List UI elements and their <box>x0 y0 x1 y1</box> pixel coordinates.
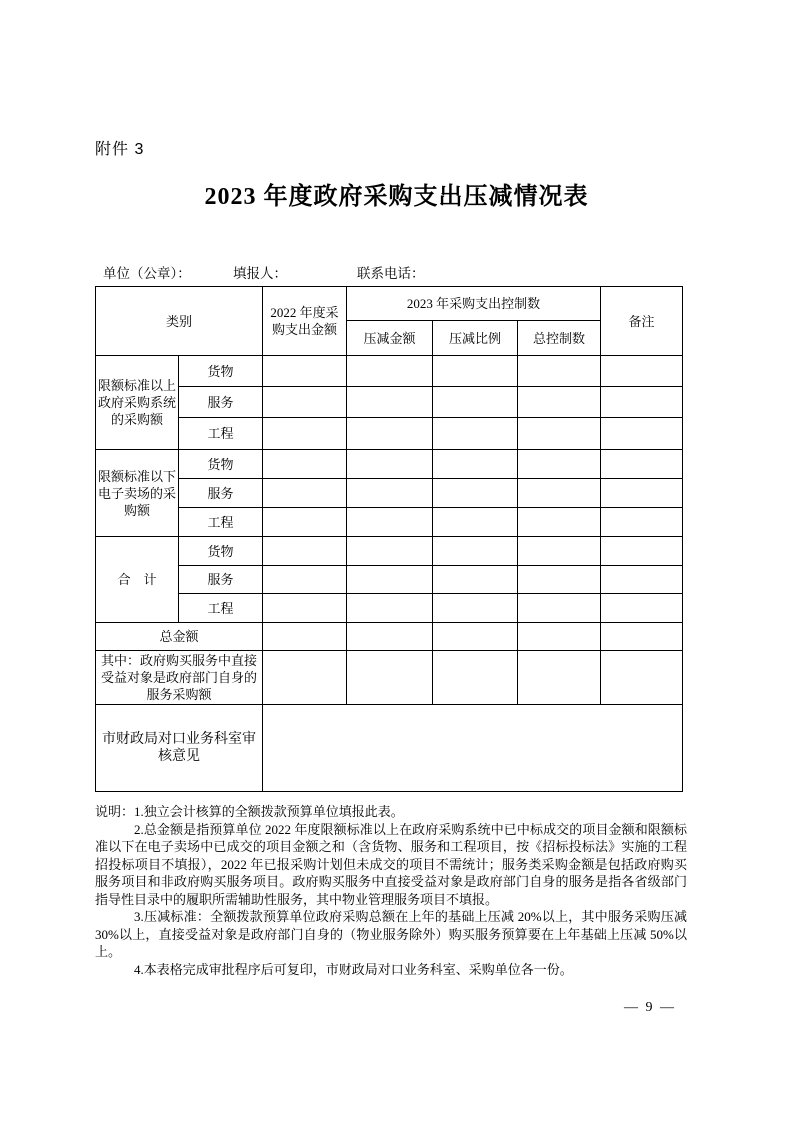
empty-data-cell <box>601 594 683 623</box>
empty-data-cell <box>347 537 433 566</box>
empty-data-cell <box>263 537 347 566</box>
empty-data-cell <box>433 387 518 418</box>
empty-data-cell <box>347 566 433 594</box>
row-group-label-subtotal: 合 计 <box>96 537 179 623</box>
empty-data-cell <box>518 418 601 450</box>
preparer-label: 填报人： <box>233 266 287 281</box>
empty-data-cell <box>518 566 601 594</box>
empty-data-cell <box>601 418 683 450</box>
unit-seal-label: 单位（公章）： <box>103 266 191 281</box>
col-header-reduction-amount: 压减金额 <box>347 321 433 356</box>
table-row <box>96 450 683 479</box>
note-line-3: 3.压减标准：全额拨款预算单位政府采购总额在上年的基础上压减 20%以上，其中服务采购压减 30%以上，直接受益对象是政府部门自身的（物业服务除外）购买服务预算要在上年基础上压减 50%以上。 <box>95 909 687 959</box>
empty-data-cell <box>518 356 601 387</box>
notes-block <box>95 803 687 978</box>
row-item-label: 服务 <box>179 387 263 418</box>
empty-data-cell <box>263 356 347 387</box>
row-item-label: 工程 <box>179 418 263 450</box>
col-header-category: 类别 <box>96 287 263 356</box>
empty-data-cell <box>433 594 518 623</box>
empty-data-cell <box>433 418 518 450</box>
row-item-label: 服务 <box>179 566 263 594</box>
empty-data-cell <box>347 356 433 387</box>
table-row-review <box>96 705 683 792</box>
finance-bureau-review-label: 市财政局对口业务科室审核意见 <box>96 705 263 792</box>
empty-data-cell <box>347 623 433 651</box>
empty-data-cell <box>518 623 601 651</box>
row-item-label: 货物 <box>179 537 263 566</box>
table-row <box>96 356 683 387</box>
empty-data-cell <box>433 356 518 387</box>
empty-data-cell <box>518 450 601 479</box>
note-line-1: 说明：1.独立会计核算的全额拨款预算单位填报此表。 <box>95 804 404 819</box>
row-group-label-above-quota: 限额标准以上政府采购系统的采购额 <box>96 356 179 450</box>
page-number: — 9 — <box>624 1000 676 1015</box>
table-header-row-1 <box>96 287 683 321</box>
row-item-label: 货物 <box>179 450 263 479</box>
empty-data-cell <box>518 651 601 705</box>
total-amount-label: 总金额 <box>96 623 263 651</box>
empty-data-cell <box>263 387 347 418</box>
empty-data-cell <box>433 566 518 594</box>
col-header-reduction-ratio: 压减比例 <box>433 321 518 356</box>
empty-data-cell <box>601 623 683 651</box>
attachment-label: 附件 3 <box>95 141 145 158</box>
col-header-remarks: 备注 <box>601 287 683 356</box>
row-item-label: 工程 <box>179 508 263 537</box>
empty-data-cell <box>601 566 683 594</box>
empty-data-cell <box>601 450 683 479</box>
empty-data-cell <box>263 623 347 651</box>
empty-data-cell <box>263 594 347 623</box>
empty-data-cell <box>263 566 347 594</box>
table-row <box>96 418 683 450</box>
table-row <box>96 537 683 566</box>
empty-data-cell <box>347 450 433 479</box>
empty-data-cell <box>347 508 433 537</box>
empty-data-cell <box>433 623 518 651</box>
table-row <box>96 387 683 418</box>
table-row <box>96 566 683 594</box>
empty-data-cell <box>263 418 347 450</box>
empty-data-cell <box>433 479 518 508</box>
procurement-reduction-table <box>95 286 683 792</box>
empty-data-cell <box>347 387 433 418</box>
form-meta-row <box>0 262 793 282</box>
empty-data-cell <box>347 594 433 623</box>
empty-data-cell <box>433 651 518 705</box>
empty-data-cell <box>601 537 683 566</box>
empty-data-cell <box>263 508 347 537</box>
empty-data-cell <box>601 479 683 508</box>
review-opinion-area <box>263 705 683 792</box>
empty-data-cell <box>518 508 601 537</box>
row-item-label: 服务 <box>179 479 263 508</box>
empty-data-cell <box>347 418 433 450</box>
empty-data-cell <box>433 537 518 566</box>
empty-data-cell <box>263 479 347 508</box>
row-item-label: 工程 <box>179 594 263 623</box>
note-line-2: 2.总金额是指预算单位 2022 年度限额标准以上在政府采购系统中已中标成交的项目金额和限额标准以下在电子卖场中已成交的项目金额之和（含货物、服务和工程项目，按《招标投标法》实施的工程招投标项目不填报），2022 年已报采购计划但未成交的项目不需统计；服务类采购金额是包括政府购买服务项目和非政府购买服务项目。政府购买服务中直接受益对象是政府部门自身的服务是指各省级部门指导性目录中的履职所需辅助性服务，其中物业管理服务项目不填报。 <box>95 821 687 907</box>
row-item-label: 货物 <box>179 356 263 387</box>
page-title: 2023 年度政府采购支出压减情况表 <box>204 184 589 210</box>
note-line-4: 4.本表格完成审批程序后可复印，市财政局对口业务科室、采购单位各一份。 <box>134 961 573 977</box>
empty-data-cell <box>433 508 518 537</box>
empty-data-cell <box>347 651 433 705</box>
table-row <box>96 594 683 623</box>
col-header-total-control: 总控制数 <box>518 321 601 356</box>
col-header-2022-amount: 2022 年度采购支出金额 <box>263 287 347 356</box>
table-row-total-amount <box>96 623 683 651</box>
empty-data-cell <box>601 356 683 387</box>
col-header-2023-control-group: 2023 年采购支出控制数 <box>347 287 601 321</box>
empty-data-cell <box>601 387 683 418</box>
empty-data-cell <box>433 450 518 479</box>
empty-data-cell <box>518 594 601 623</box>
table-row-self-benefit <box>96 651 683 705</box>
empty-data-cell <box>263 651 347 705</box>
table-row <box>96 479 683 508</box>
row-group-label-below-quota: 限额标准以下电子卖场的采购额 <box>96 450 179 537</box>
empty-data-cell <box>601 508 683 537</box>
table-row <box>96 508 683 537</box>
contact-phone-label: 联系电话： <box>357 266 425 281</box>
empty-data-cell <box>518 387 601 418</box>
empty-data-cell <box>347 479 433 508</box>
self-benefit-services-label: 其中：政府购买服务中直接受益对象是政府部门自身的服务采购额 <box>96 651 263 705</box>
empty-data-cell <box>601 651 683 705</box>
empty-data-cell <box>518 479 601 508</box>
empty-data-cell <box>263 450 347 479</box>
empty-data-cell <box>518 537 601 566</box>
